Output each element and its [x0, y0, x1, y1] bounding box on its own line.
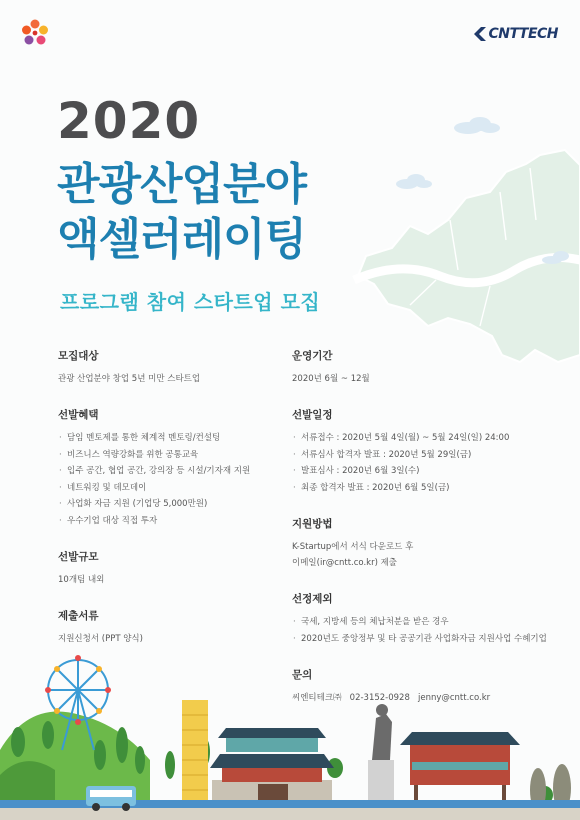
benefit-list	[58, 430, 283, 529]
section-title: 선발규모	[58, 551, 99, 563]
section-title: 운영기간	[292, 350, 333, 362]
section-text: 지원신청서 (PPT 양식)	[58, 634, 143, 644]
section-text: 10개팀 내외	[58, 575, 105, 585]
list-item: · 서류접수 : 2020년 5월 4일(월) ~ 5월 24일(일) 24:00	[292, 430, 562, 447]
section-benefits	[58, 407, 283, 529]
list-item: · 발표심사 : 2020년 6월 3일(수)	[292, 463, 562, 480]
section-text: K-Startup에서 서식 다운로드 후	[292, 542, 414, 552]
list-item: · 2020년도 중앙정부 및 타 공공기관 사업화자금 지원사업 수혜기업	[292, 631, 562, 648]
list-item: · 국세, 지방세 등의 체납처분을 받은 경우	[292, 614, 562, 631]
headline-year: 2020	[57, 92, 201, 150]
section-title: 모집대상	[58, 350, 99, 362]
email-link[interactable]: 이메일(ir@cntt.co.kr) 제출	[292, 558, 398, 568]
list-item: · 네트워킹 및 데모데이	[58, 480, 283, 497]
section-title: 제출서류	[58, 610, 99, 622]
list-item: · 우수기업 대상 직접 투자	[58, 513, 283, 530]
section-title: 선발혜택	[58, 409, 99, 421]
section-exclusion	[292, 591, 562, 647]
contact-info: 씨엔티테크㈜ 02-3152-0928 jenny@cntt.co.kr	[292, 693, 491, 703]
section-period	[292, 348, 562, 387]
left-column	[58, 348, 283, 667]
section-schedule	[292, 407, 562, 496]
list-item: · 서류심사 합격자 발표 : 2020년 5월 29일(금)	[292, 447, 562, 464]
section-method	[292, 516, 562, 571]
list-item: · 담임 멘토제를 통한 체계적 멘토링/컨설팅	[58, 430, 283, 447]
list-item: · 사업화 자금 지원 (기업당 5,000만원)	[58, 496, 283, 513]
section-text: 2020년 6월 ~ 12월	[292, 374, 370, 384]
list-item: · 입주 공간, 협업 공간, 강의장 등 시설/기자재 지원	[58, 463, 283, 480]
headline-title-line2: 액셀러레이팅	[57, 214, 307, 265]
cnttech-logo-icon	[474, 27, 486, 41]
seoul-map-illustration	[330, 100, 580, 380]
flower-logo-icon	[20, 18, 50, 48]
list-item: · 최종 합격자 발표 : 2020년 6월 5일(금)	[292, 480, 562, 497]
section-title: 지원방법	[292, 518, 333, 530]
landmark-skyline-illustration	[0, 640, 580, 820]
cnttech-logo	[474, 26, 558, 42]
list-item: · 비즈니스 역량강화를 위한 공통교육	[58, 447, 283, 464]
section-title: 선발일정	[292, 409, 333, 421]
schedule-list	[292, 430, 562, 496]
section-target	[58, 348, 283, 387]
cnttech-logo-text: CNTTECH	[488, 26, 558, 42]
headline-title-line1: 관광산업분야	[57, 159, 307, 210]
section-title: 선정제외	[292, 593, 333, 605]
headline-subtitle: 프로그램 참여 스타트업 모집	[60, 290, 321, 314]
section-text: 관광 산업분야 창업 5년 미만 스타트업	[58, 374, 201, 384]
section-title: 문의	[292, 669, 313, 681]
section-scale	[58, 549, 283, 588]
